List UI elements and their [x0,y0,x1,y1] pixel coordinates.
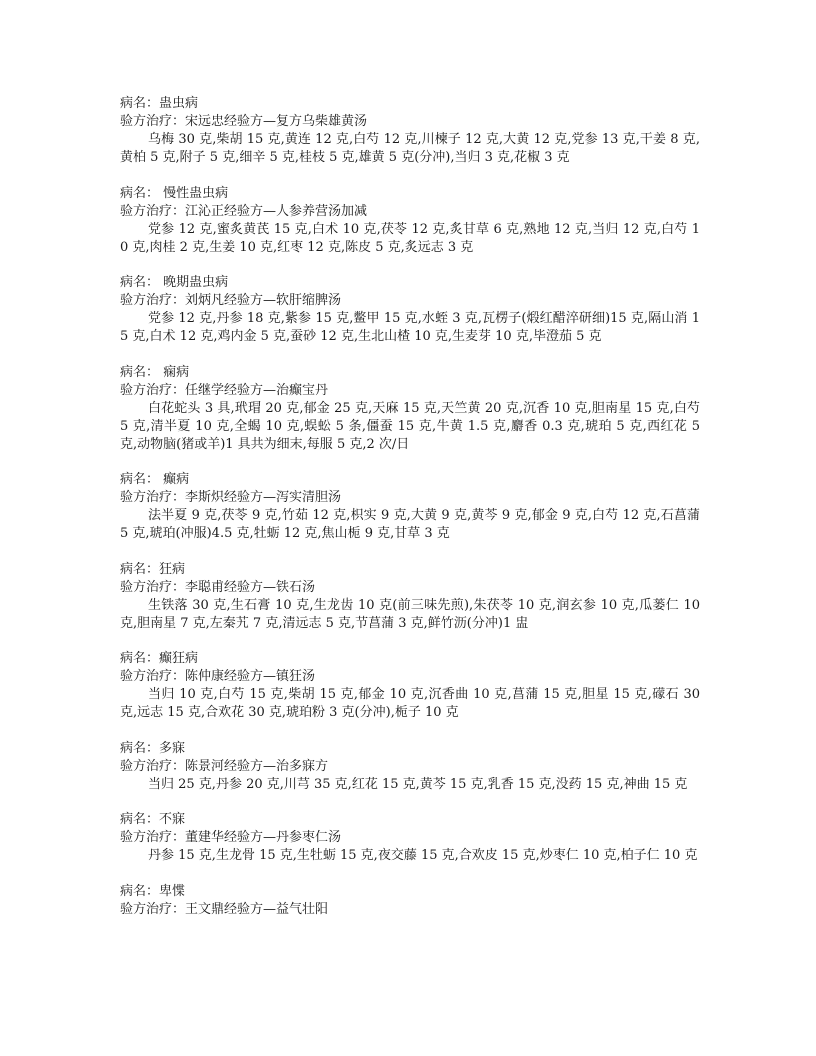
document-page [120,95,700,936]
treatment-title: 验方治疗：刘炳凡经验方—软肝缩脾汤 [120,293,342,308]
recipe-ingredients: 党参 12 克,蜜炙黄芪 15 克,白术 10 克,茯苓 12 克,炙甘草 6 克,熟地 12 克,当归 12 克,白芍 10 克,肉桂 2 克,生姜 10 克,红枣 12 克,陈皮 5 克,炙远志 3 克 [120,221,700,255]
entry-dian-kuang-bing [120,650,700,722]
recipe-ingredients: 法半夏 9 克,茯苓 9 克,竹茹 12 克,枳实 9 克,大黄 9 克,黄芩 9 克,郁金 9 克,白芍 12 克,石菖蒲 5 克,琥珀(冲服)4.5 克,牡蛎 12 克,焦山栀 9 克,甘草 3 克 [120,508,700,541]
recipe-ingredients: 生铁落 30 克,生石膏 10 克,生龙齿 10 克(前三味先煎),朱茯苓 10 克,润玄参 10 克,瓜蒌仁 10 克,胆南星 7 克,左秦艽 7 克,清远志 5 克,节菖蒲 3 克,鲜竹沥(分冲)1 盅 [120,597,700,631]
disease-name: 病名： 慢性蛊虫病 [120,185,229,201]
recipe-ingredients: 当归 25 克,丹参 20 克,川芎 35 克,红花 15 克,黄芩 15 克,乳香 15 克,没药 15 克,神曲 15 克 [148,776,688,792]
treatment-title: 验方治疗：任继学经验方—治癫宝丹 [120,382,329,398]
treatment-title: 验方治疗：李斯炽经验方—泻实清胆汤 [120,490,342,505]
disease-name: 病名：狂病 [120,561,186,577]
disease-name: 病名：癫狂病 [120,651,199,666]
recipe-ingredients: 丹参 15 克,生龙骨 15 克,生牡蛎 15 克,夜交藤 15 克,合欢皮 15 克,炒枣仁 10 克,柏子仁 10 克 [148,848,698,863]
treatment-title: 验方治疗：江沁正经验方—人参养营汤加减 [120,203,368,219]
entry-wan-qi-gu-chong-bing [120,274,700,346]
disease-name: 病名： 晚期蛊虫病 [120,275,229,290]
treatment-title: 验方治疗：宋远忠经验方—复方乌柴雄黄汤 [120,114,368,129]
entry-dian-bing [120,471,700,543]
recipe-ingredients: 白花蛇头 3 具,玳瑁 20 克,郁金 25 克,天麻 15 克,天竺黄 20 克,沉香 10 克,胆南星 15 克,白芍 5 克,清半夏 10 克,全蝎 10 克,蜈蚣 5 条,僵蚕 15 克,牛黄 1.5 克,麝香 0.3 克,琥珀 5 克,西红花 5 克,动物脑(猪或羊)1 具共为细末,每服 5 克,2 次/日 [120,400,700,452]
disease-name: 病名：不寐 [120,812,186,827]
treatment-title: 验方治疗：陈仲康经验方—镇狂汤 [120,669,316,684]
disease-name: 病名： 痫病 [120,364,190,380]
disease-name: 病名： 癫病 [120,472,190,487]
entry-bei-die [120,883,700,919]
entry-xian-bing [120,364,700,454]
treatment-title: 验方治疗：李聪甫经验方—铁石汤 [120,579,316,595]
recipe-ingredients: 党参 12 克,丹参 18 克,紫参 15 克,鳖甲 15 克,水蛭 3 克,瓦楞子(煅红醋淬研细)15 克,隔山消 15 克,白术 12 克,鸡内金 5 克,蚕砂 12 克,生北山楂 10 克,生麦芽 10 克,毕澄茄 5 克 [120,311,700,344]
treatment-title: 验方治疗：王文鼎经验方—益气壮阳 [120,901,329,917]
entry-man-xing-gu-chong-bing [120,185,700,257]
entry-bu-mei [120,811,700,865]
disease-name: 病名：卑惵 [120,883,186,899]
recipe-ingredients: 当归 10 克,白芍 15 克,柴胡 15 克,郁金 10 克,沉香曲 10 克,菖蒲 15 克,胆星 15 克,礞石 30 克,远志 15 克,合欢花 30 克,琥珀粉 3 克(分冲),栀子 10 克 [120,687,700,720]
disease-name: 病名：蛊虫病 [120,96,199,111]
entry-duo-mei [120,740,700,794]
entry-kuang-bing [120,561,700,633]
recipe-ingredients: 乌梅 30 克,柴胡 15 克,黄连 12 克,白芍 12 克,川楝子 12 克,大黄 12 克,党参 13 克,干姜 8 克,黄柏 5 克,附子 5 克,细辛 5 克,桂枝 5 克,雄黄 5 克(分冲),当归 3 克,花椒 3 克 [120,132,700,165]
entry-gu-chong-bing [120,95,700,167]
disease-name: 病名：多寐 [120,740,186,756]
treatment-title: 验方治疗：陈景河经验方—治多寐方 [120,758,329,774]
treatment-title: 验方治疗：董建华经验方—丹参枣仁汤 [120,830,342,845]
